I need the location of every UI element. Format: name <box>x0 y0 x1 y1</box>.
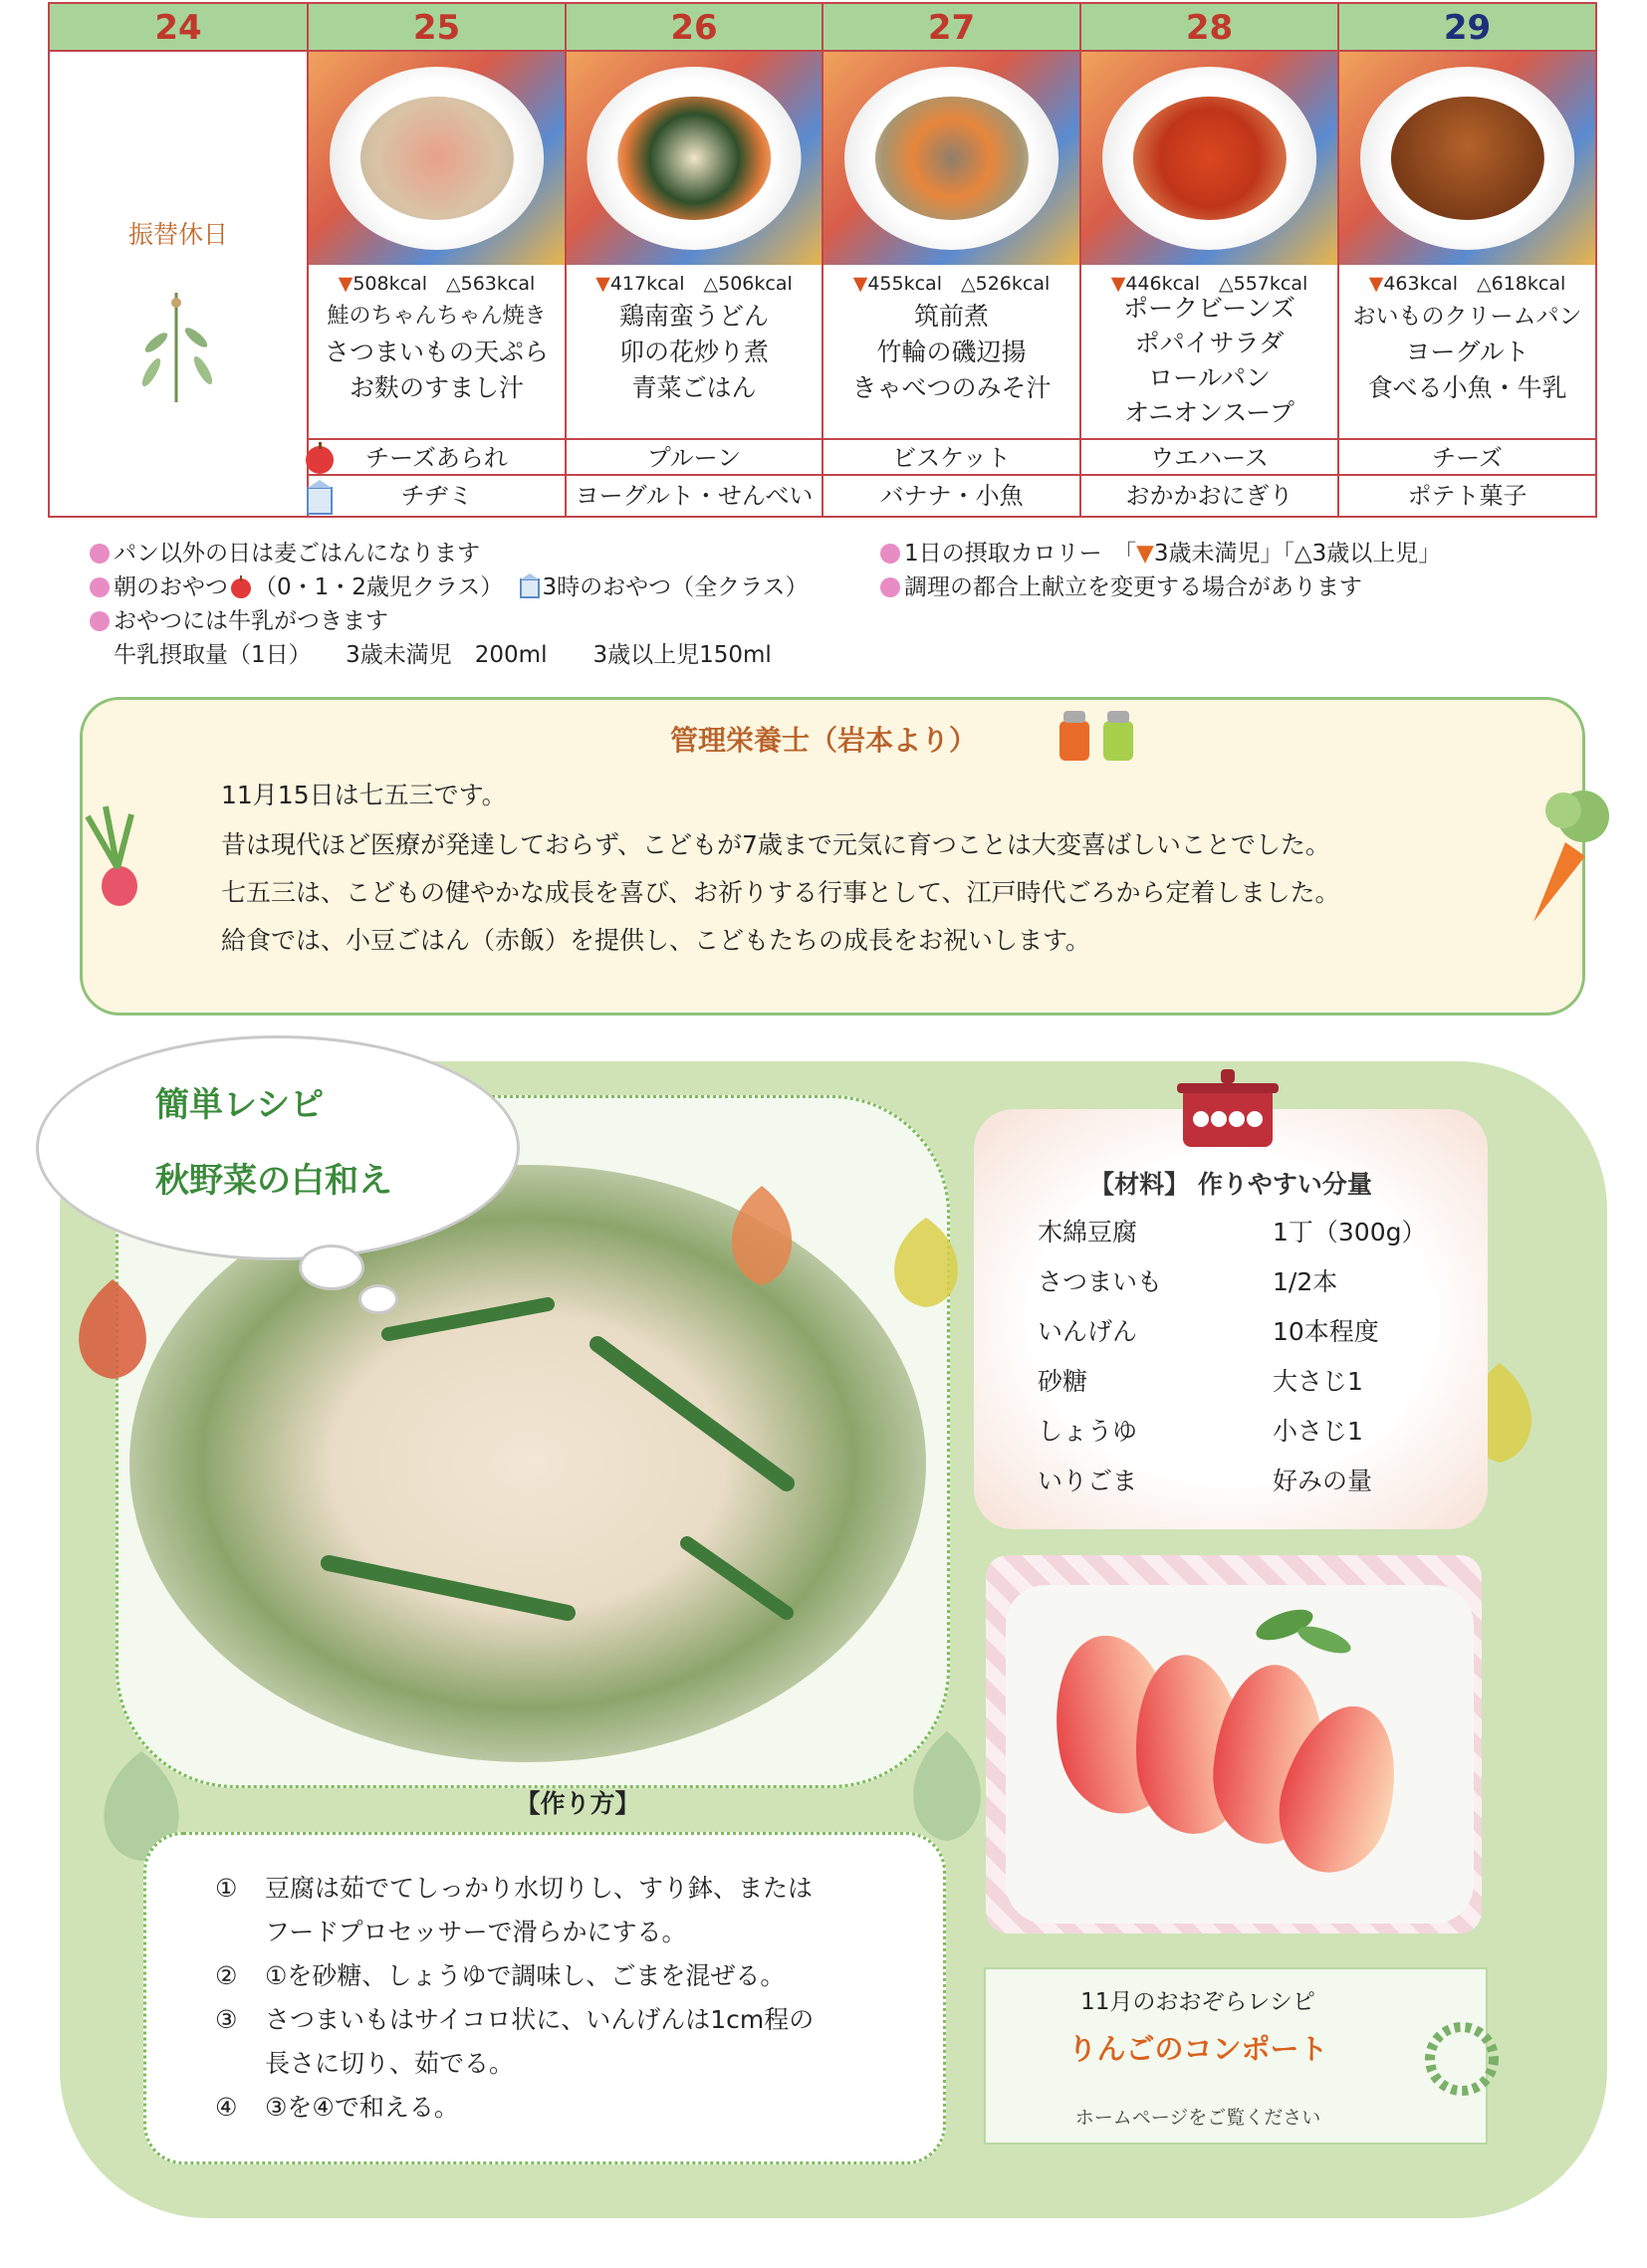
bullet-dot-icon <box>880 577 900 597</box>
ingredient-name: いりごま <box>1038 1467 1138 1495</box>
note-milk-amount: 牛乳摂取量（1日） 3歳未満児 200ml 3歳以上児150ml <box>114 642 772 668</box>
red-leaf-icon <box>58 1274 167 1384</box>
ingredient-amount: 大さじ1 <box>1273 1367 1363 1396</box>
step-text: フードプロセッサーで滑らかにする。 <box>265 1918 687 1946</box>
green-bean-decoration <box>269 1284 826 1663</box>
dish: 鮭のちゃんちゃん焼き <box>327 304 547 329</box>
menu-table <box>48 2 1597 518</box>
milk-carton-icon <box>303 478 337 516</box>
holiday-label: 振替休日 <box>127 220 228 249</box>
afternoon-snack: チヂミ <box>400 482 473 510</box>
radish-icon <box>58 796 153 916</box>
step-number: ④ <box>215 2093 238 2122</box>
kcal-line: ▼455kcal △526kcal <box>852 273 1051 295</box>
dietitian-title: 管理栄養士（岩本より） <box>669 724 977 757</box>
bullet-dot-icon <box>880 544 900 564</box>
afternoon-snack: ヨーグルト・せんべい <box>575 482 814 510</box>
meal-photo <box>1339 52 1595 265</box>
kcal-line: ▼463kcal △618kcal <box>1368 273 1566 295</box>
ingredient-name: しょうゆ <box>1038 1417 1138 1446</box>
step-text: 豆腐は茹でてしっかり水切りし、すり鉢、または <box>265 1874 814 1903</box>
kcal-line: ▼508kcal △563kcal <box>338 273 536 295</box>
ingredient-name: さつまいも <box>1038 1267 1163 1296</box>
red-leaf-icon <box>717 1181 807 1290</box>
milk-carton-icon <box>517 571 543 599</box>
ingredient-name: いんげん <box>1038 1317 1138 1346</box>
ingredient-name: 木綿豆腐 <box>1038 1218 1138 1247</box>
meal-photo <box>824 52 1079 265</box>
dish: 青菜ごはん <box>631 373 757 402</box>
ingredient-amount: 10本程度 <box>1273 1317 1379 1346</box>
step-text: 長さに切り、茹でる。 <box>265 2049 515 2078</box>
day-column-24 <box>50 4 309 516</box>
cloud-bubble <box>358 1284 398 1314</box>
ingredient-name: 砂糖 <box>1038 1367 1088 1396</box>
dish: おいものクリームパン <box>1352 304 1582 330</box>
dish-list <box>824 299 1079 406</box>
ingredient-amount: 小さじ1 <box>1273 1417 1363 1446</box>
bullet-dot-icon <box>90 544 110 564</box>
dietitian-line: 昔は現代ほど医療が発達しておらず、こどもが7歳まで元気に育つことは大変喜ばしいことでした。 <box>221 830 1330 859</box>
oozora-heading: 11月のおおぞらレシピ <box>1080 1989 1315 2015</box>
wreath-icon <box>1414 2011 1510 2107</box>
day-column-25 <box>309 4 567 516</box>
step-text: さつまいもはサイコロ状に、いんげんは1cm程の <box>265 2005 815 2034</box>
dish: ロールパン <box>1148 363 1271 392</box>
ingredient-amount: 1/2本 <box>1273 1267 1338 1296</box>
salt-pepper-icon <box>1054 705 1143 765</box>
note-bread: パン以外の日は麦ごはんになります <box>90 538 480 569</box>
afternoon-snack: おかかおにぎり <box>1125 482 1294 510</box>
meal-photo <box>1081 52 1337 265</box>
recipe-kicker: 簡単レシピ <box>155 1085 325 1125</box>
note-milk: おやつには牛乳がつきます <box>90 605 388 637</box>
step-text: ③を④で和える。 <box>265 2093 459 2122</box>
ingredients-title: 【材料】 作りやすい分量 <box>1089 1170 1372 1199</box>
cooking-pot-icon <box>1163 1057 1293 1157</box>
date-header: 24 <box>50 4 307 52</box>
day-column-26 <box>567 4 824 516</box>
date-header: 25 <box>309 4 565 52</box>
step-number: ① <box>215 1874 238 1903</box>
carrot-icon <box>1494 773 1613 932</box>
cloud-bubble <box>299 1245 364 1290</box>
dish: お麩のすまし汁 <box>349 373 524 402</box>
dish-list <box>1339 299 1595 406</box>
date-header: 26 <box>567 4 822 52</box>
recipe-title: 秋野菜の白和え <box>155 1161 392 1201</box>
dish: 鶏南蛮うどん <box>618 302 769 331</box>
afternoon-snack: ポテト菓子 <box>1407 482 1528 510</box>
step-text: ①を砂糖、しょうゆで調味し、ごまを混ぜる。 <box>265 1961 786 1990</box>
oozora-recipe-name: りんごのコンポート <box>1067 2032 1328 2066</box>
apple-icon <box>228 574 254 598</box>
day-column-29 <box>1339 4 1595 516</box>
apple-compote-photo <box>986 1555 1482 1933</box>
meal-photo <box>567 52 822 265</box>
morning-snack: ウエハース <box>1081 438 1337 476</box>
step-number: ② <box>215 1961 238 1990</box>
date-header: 27 <box>824 4 1079 52</box>
afternoon-snack: バナナ・小魚 <box>879 482 1024 510</box>
kcal-line: ▼446kcal △557kcal <box>1110 273 1308 295</box>
dish: 筑前煮 <box>913 302 989 331</box>
dietitian-line: 給食では、小豆ごはん（赤飯）を提供し、こどもたちの成長をお祝いします。 <box>221 926 1091 955</box>
dish: さつまいもの天ぷら <box>324 338 549 366</box>
oozora-homepage-note: ホームページをご覧ください <box>1074 2107 1321 2129</box>
bullet-dot-icon <box>90 611 110 631</box>
date-header: 29 <box>1339 4 1595 52</box>
dish: 卯の花炒り煮 <box>618 338 769 366</box>
dietitian-line: 11月15日は七五三です。 <box>221 781 507 809</box>
step-number: ③ <box>215 2005 238 2034</box>
title-cloud <box>36 1035 520 1260</box>
herb-bouquet-icon <box>112 283 241 412</box>
morning-snack: プルーン <box>567 438 822 476</box>
bullet-dot-icon <box>90 577 110 597</box>
dish: オニオンスープ <box>1124 398 1294 427</box>
kcal-line: ▼417kcal △506kcal <box>595 273 793 295</box>
morning-snack: ビスケット <box>824 438 1079 476</box>
dish: 食べる小魚・牛乳 <box>1367 373 1567 402</box>
dietitian-line: 七五三は、こどもの健やかな成長を喜び、お祈りする行事として、江戸時代ごろから定着しました。 <box>221 878 1340 907</box>
dish: 竹輪の磯辺揚 <box>876 338 1027 366</box>
meal-photo <box>309 52 565 265</box>
morning-snack: チーズあられ <box>309 438 565 476</box>
ingredient-amount: 1丁（300g） <box>1273 1218 1427 1247</box>
note-calorie: 1日の摂取カロリー 「▼3歳未満児」「△3歳以上児」 <box>880 538 1441 569</box>
day-column-27 <box>824 4 1081 516</box>
yellow-leaf-icon <box>876 1213 976 1312</box>
dish-list <box>1081 291 1337 430</box>
dish: ヨーグルト <box>1405 338 1529 366</box>
day-column-28 <box>1081 4 1339 516</box>
note-change: 調理の都合上献立を変更する場合があります <box>880 571 1362 603</box>
dish-list <box>567 299 822 406</box>
note-snack-times: 朝のおやつ （0・1・2歳児クラス） 3時のおやつ（全クラス） <box>90 571 808 603</box>
apple-icon <box>301 440 339 476</box>
steps-title: 【作り方】 <box>515 1789 640 1818</box>
morning-snack: チーズ <box>1339 438 1595 476</box>
dish-list <box>309 299 565 406</box>
dish: きゃべつのみそ汁 <box>851 373 1052 402</box>
date-header: 28 <box>1081 4 1337 52</box>
ingredient-amount: 好みの量 <box>1273 1467 1373 1495</box>
dish: ポークビーンズ <box>1123 294 1295 323</box>
dish: ポパイサラダ <box>1134 329 1285 357</box>
